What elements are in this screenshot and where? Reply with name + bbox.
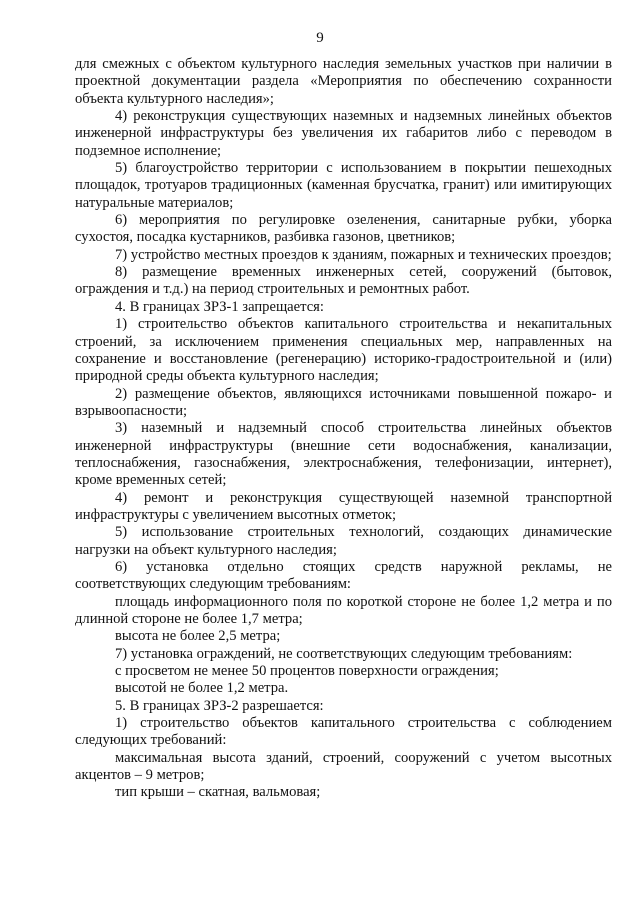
paragraph: 5) благоустройство территории с использованием в покрытии пешеходных площадок, тротуаров традиционных (каменная брусчатка, гранит) или имитирующих натуральные материалов; bbox=[75, 160, 612, 211]
page-number: 9 bbox=[316, 30, 324, 46]
section-heading: 5. В границах ЗРЗ-2 разрешается: bbox=[115, 697, 324, 714]
document-body bbox=[75, 56, 612, 802]
paragraph: 3) наземный и надземный способ строительства линейных объектов инженерной инфраструктуры (внешние сети водоснабжения, канализации, теплоснабжения, газоснабжения, электроснабжения, телефонизации, интернет), кроме временных сетей; bbox=[75, 420, 612, 489]
section-heading: 4. В границах ЗРЗ-1 запрещается: bbox=[115, 298, 324, 315]
paragraph: 4) ремонт и реконструкция существующей наземной транспортной инфраструктуры с увеличением высотных отметок; bbox=[75, 489, 612, 523]
paragraph: 7) установка ограждений, не соответствующих следующим требованиям: bbox=[115, 645, 573, 662]
paragraph: для смежных с объектом культурного наследия земельных участков при наличии в проектной документации раздела «Мероприятия по обеспечению сохранности объекта культурного наследия»; bbox=[75, 56, 612, 107]
paragraph: высотой не более 1,2 метра. bbox=[115, 680, 289, 697]
paragraph: 1) строительство объектов капитального строительства с соблюдением следующих требований: bbox=[75, 715, 612, 749]
paragraph: 5) использование строительных технологий, создающих динамические нагрузки на объект культурного наследия; bbox=[75, 524, 612, 558]
paragraph: 4) реконструкция существующих наземных и надземных линейных объектов инженерной инфраструктуры без увеличения их габаритов либо с переводом в подземное исполнение; bbox=[75, 108, 612, 159]
paragraph: 2) размещение объектов, являющихся источниками повышенной пожаро- и взрывоопасности; bbox=[75, 385, 612, 419]
paragraph: 6) установка отдельно стоящих средств наружной рекламы, не соответствующих следующим требованиям: bbox=[75, 558, 612, 593]
paragraph: тип крыши – скатная, вальмовая; bbox=[115, 784, 321, 801]
paragraph: 7) устройство местных проездов к зданиям, пожарных и технических проездов; bbox=[115, 246, 612, 263]
paragraph: с просветом не менее 50 процентов поверхности ограждения; bbox=[115, 663, 499, 680]
paragraph: максимальная высота зданий, строений, сооружений с учетом высотных акцентов – 9 метров; bbox=[75, 749, 612, 784]
paragraph: 8) размещение временных инженерных сетей, сооружений (бытовок, ограждения и т.д.) на период строительных и ремонтных работ. bbox=[75, 264, 612, 298]
paragraph: площадь информационного поля по короткой стороне не более 1,2 метра и по длинной стороне не более 1,7 метра; bbox=[75, 593, 612, 627]
paragraph: 6) мероприятия по регулировке озеленения, санитарные рубки, уборка сухостоя, посадка кустарников, разбивка газонов, цветников; bbox=[75, 212, 612, 246]
paragraph: высота не более 2,5 метра; bbox=[115, 628, 281, 645]
paragraph: 1) строительство объектов капитального строительства и некапитальных строений, за исключением применения специальных мер, направленных на сохранение и восстановление (регенерацию) историко-градостроительной и (или) природной среды объекта культурного наследия; bbox=[75, 316, 612, 385]
